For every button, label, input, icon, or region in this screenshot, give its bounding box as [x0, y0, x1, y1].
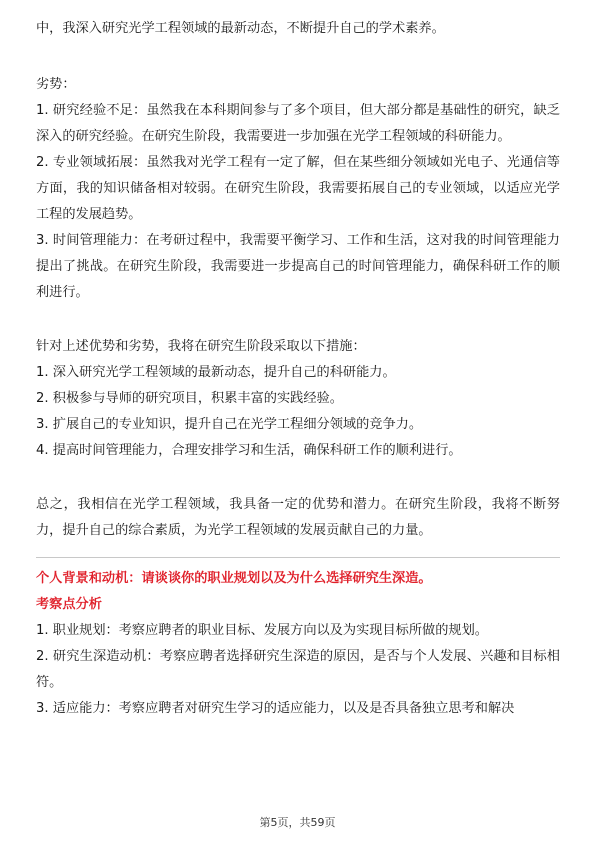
measure-item-3: 3. 扩展自己的专业知识，提升自己在光学工程细分领域的竞争力。 — [36, 417, 423, 432]
section-divider — [36, 557, 560, 558]
spacer — [36, 464, 560, 492]
weakness-item-1: 1. 研究经验不足：虽然我在本科期间参与了多个项目，但大部分都是基础性的研究，缺乏深入的研究经验。在研究生阶段，我需要进一步加强在光学工程领域的科研能力。 — [36, 103, 560, 144]
analysis-item-2: 2. 研究生深造动机：考察应聘者选择研究生深造的原因，是否与个人发展、兴趣和目标相符。 — [36, 649, 560, 690]
measure-item-4: 4. 提高时间管理能力，合理安排学习和生活，确保科研工作的顺利进行。 — [36, 443, 462, 458]
analysis-item-3: 3. 适应能力：考察应聘者对研究生学习的适应能力，以及是否具备独立思考和解决 — [36, 701, 515, 716]
page-content — [36, 16, 560, 722]
weakness-item-3: 3. 时间管理能力：在考研过程中，我需要平衡学习、工作和生活，这对我的时间管理能力提出了挑战。在研究生阶段，我需要进一步提高自己的时间管理能力，确保科研工作的顺利进行。 — [36, 233, 560, 300]
spacer — [36, 306, 560, 334]
page-number-footer: 第5页，共59页 — [259, 816, 336, 829]
measure-item-2: 2. 积极参与导师的研究项目，积累丰富的实践经验。 — [36, 391, 343, 406]
weakness-item-2: 2. 专业领域拓展：虽然我对光学工程有一定了解，但在某些细分领域如光电子、光通信等方面，我的知识储备相对较弱。在研究生阶段，我需要拓展自己的专业领域，以适应光学工程的发展趋势。 — [36, 155, 560, 222]
spacer — [36, 42, 560, 72]
analysis-heading: 考察点分析 — [36, 597, 102, 612]
weaknesses-heading: 劣势： — [36, 77, 76, 92]
measure-item-1: 1. 深入研究光学工程领域的最新动态，提升自己的科研能力。 — [36, 365, 396, 380]
conclusion-paragraph: 总之，我相信在光学工程领域，我具备一定的优势和潜力。在研究生阶段，我将不断努力，提升自己的综合素质，为光学工程领域的发展贡献自己的力量。 — [36, 497, 560, 538]
question-title: 个人背景和动机：请谈谈你的职业规划以及为什么选择研究生深造。 — [36, 571, 432, 586]
measures-heading: 针对上述优势和劣势，我将在研究生阶段采取以下措施： — [36, 339, 366, 354]
intro-continued-line: 中，我深入研究光学工程领域的最新动态，不断提升自己的学术素养。 — [36, 21, 445, 36]
analysis-item-1: 1. 职业规划：考察应聘者的职业目标、发展方向以及为实现目标所做的规划。 — [36, 623, 488, 638]
